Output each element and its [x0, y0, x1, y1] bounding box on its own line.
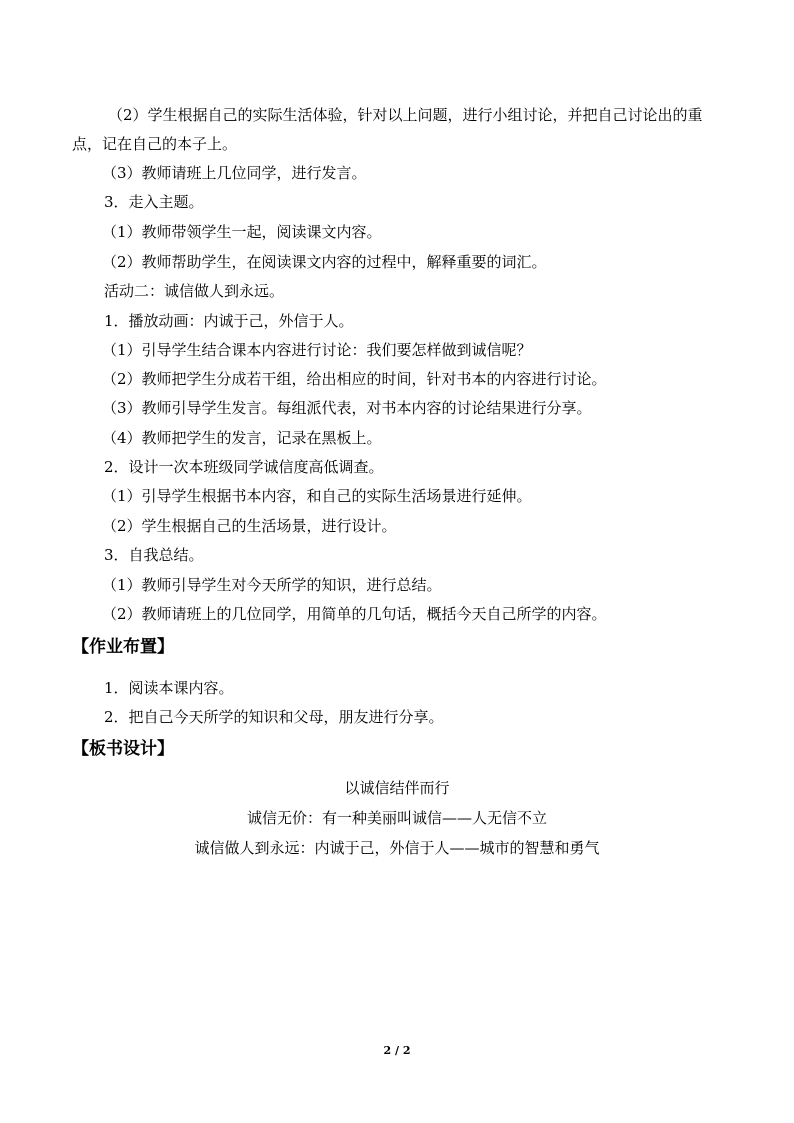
paragraph-record-board: （4）教师把学生的发言，记录在黑板上。 [102, 429, 382, 447]
step-play-animation: 1．播放动画：内诚于己，外信于人。 [104, 312, 354, 330]
paragraph-student-speech: （3）教师请班上几位同学，进行发言。 [102, 164, 367, 182]
step-enter-topic: 3．走入主题。 [104, 193, 204, 211]
paragraph-student-design: （2）学生根据自己的生活场景，进行设计。 [102, 517, 397, 535]
paragraph-explain-vocab: （2）教师帮助学生，在阅读课文内容的过程中，解释重要的词汇。 [102, 253, 547, 271]
board-design-heading: 【板书设计】 [72, 739, 174, 759]
step-design-survey: 2．设计一次本班级同学诚信度高低调查。 [104, 458, 384, 476]
paragraph-group-split: （2）教师把学生分成若干组，给出相应的时间，针对书本的内容进行讨论。 [102, 370, 607, 388]
paragraph-guide-discussion: （1）引导学生结合课本内容进行讨论：我们要怎样做到诚信呢？ [102, 341, 532, 359]
homework-item-read: 1．阅读本课内容。 [104, 679, 234, 697]
board-line-forever: 诚信做人到永远：内诚于己，外信于人——城市的智慧和勇气 [194, 839, 600, 857]
paragraph-read-text: （1）教师带领学生一起，阅读课文内容。 [102, 223, 382, 241]
board-title: 以诚信结伴而行 [344, 779, 450, 797]
homework-heading: 【作业布置】 [72, 637, 174, 657]
paragraph-group-discussion: （2）学生根据自己的实际生活体验，针对以上问题，进行小组讨论，并把自己讨论出的重点，记在自己的本子上。 [72, 106, 703, 153]
paragraph-extend-scene: （1）引导学生根据书本内容，和自己的实际生活场景进行延伸。 [102, 487, 532, 505]
paragraph-teacher-summary: （1）教师引导学生对今天所学的知识，进行总结。 [102, 576, 442, 594]
paragraph-student-summary: （2）教师请班上的几位同学，用简单的几句话，概括今天自己所学的内容。 [102, 605, 607, 623]
page-number: 2 / 2 [383, 1044, 411, 1057]
step-self-summary: 3．自我总结。 [104, 546, 204, 564]
paragraph-share-results: （3）教师引导学生发言。每组派代表，对书本内容的讨论结果进行分享。 [102, 399, 592, 417]
activity-two-title: 活动二：诚信做人到永远。 [104, 282, 285, 300]
board-line-value: 诚信无价：有一种美丽叫诚信——人无信不立 [246, 809, 547, 827]
homework-item-share: 2．把自己今天所学的知识和父母，朋友进行分享。 [104, 708, 444, 726]
